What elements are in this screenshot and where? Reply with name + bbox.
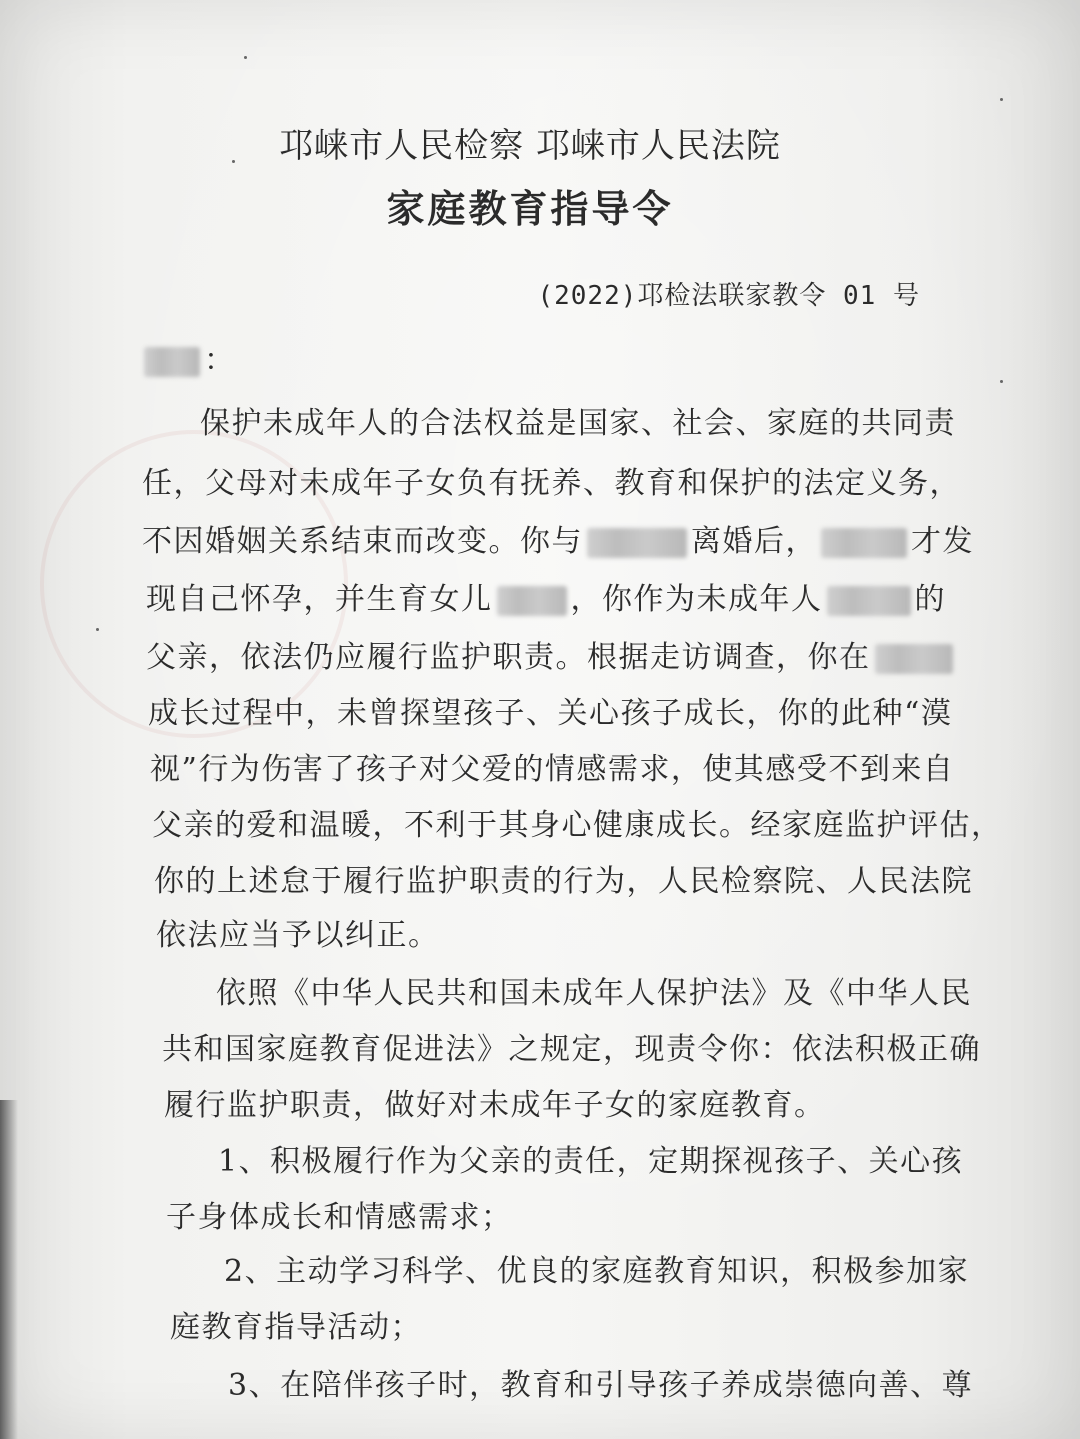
redacted-name bbox=[144, 347, 200, 377]
paragraph-1-line-5 bbox=[146, 632, 957, 676]
salutation bbox=[140, 335, 236, 379]
text-span: 父亲，依法仍应履行监护职责。根据走访调查，你在 bbox=[146, 640, 871, 675]
issuer-heading: 邛崃市人民检察 邛崃市人民法院 bbox=[279, 126, 781, 166]
text-span: 不因婚姻关系结束而改变。你与 bbox=[142, 524, 583, 559]
paragraph-2-line-1: 依照《中华人民共和国未成年人保护法》及《中华人民 bbox=[216, 976, 972, 1011]
paper-speck bbox=[1000, 380, 1003, 383]
item-2-line-2: 庭教育指导活动； bbox=[170, 1310, 422, 1345]
text-span: ，你作为未成年人 bbox=[570, 582, 823, 617]
page-edge-shadow bbox=[0, 1100, 18, 1439]
paragraph-1-line-9: 你的上述怠于履行监护职责的行为，人民检察院、人民法院 bbox=[154, 864, 973, 899]
text-span: 现自己怀孕，并生育女儿 bbox=[146, 582, 493, 617]
paragraph-1-line-7: 视”行为伤害了孩子对父爱的情感需求，使其感受不到来自 bbox=[150, 752, 955, 787]
redacted-name bbox=[827, 586, 911, 616]
paragraph-1-line-8: 父亲的爱和温暖，不利于其身心健康成长。经家庭监护评估， bbox=[152, 808, 1003, 843]
redacted-name bbox=[875, 644, 953, 674]
paragraph-2-line-3: 履行监护职责，做好对未成年子女的家庭教育。 bbox=[164, 1088, 826, 1123]
document-number: (2022)邛检法联家教令 01 号 bbox=[537, 281, 920, 311]
paragraph-1-line-10: 依法应当予以纠正。 bbox=[156, 918, 440, 953]
redacted-name bbox=[821, 528, 907, 558]
redacted-name bbox=[587, 528, 687, 558]
paper-speck bbox=[96, 628, 99, 631]
redacted-name bbox=[497, 586, 567, 616]
paragraph-1-line-1: 保护未成年人的合法权益是国家、社会、家庭的共同责 bbox=[200, 406, 956, 441]
paper-speck bbox=[1000, 98, 1003, 101]
paragraph-1-line-2: 任，父母对未成年子女负有抚养、教育和保护的法定义务， bbox=[142, 466, 961, 501]
paragraph-1-line-3 bbox=[142, 516, 974, 560]
paper-speck bbox=[244, 56, 247, 59]
text-span: 才发 bbox=[911, 524, 974, 559]
document-title: 家庭教育指导令 bbox=[386, 187, 674, 231]
paragraph-1-line-4 bbox=[146, 574, 946, 618]
item-1-line-1: 1、积极履行作为父亲的责任，定期探视孩子、关心孩 bbox=[218, 1144, 964, 1179]
paragraph-2-line-2: 共和国家庭教育促进法》之规定，现责令你：依法积极正确 bbox=[162, 1032, 981, 1067]
paragraph-1-line-6: 成长过程中，未曾探望孩子、关心孩子成长，你的此种“漠 bbox=[148, 696, 953, 731]
salutation-colon: ： bbox=[204, 343, 236, 378]
item-1-line-2: 子身体成长和情感需求； bbox=[166, 1200, 513, 1235]
item-2-line-1: 2、主动学习科学、优良的家庭教育知识，积极参加家 bbox=[224, 1254, 970, 1289]
text-span: 的 bbox=[914, 582, 946, 617]
text-span: 离婚后， bbox=[691, 524, 817, 559]
item-3-line-1: 3、在陪伴孩子时，教育和引导孩子养成崇德向善、尊 bbox=[228, 1368, 974, 1403]
